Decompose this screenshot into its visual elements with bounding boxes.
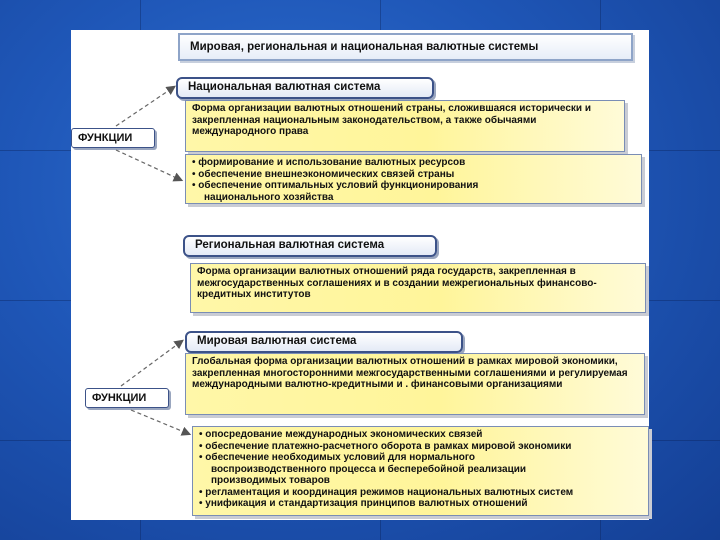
national-system-header: Национальная валютная система	[176, 77, 434, 99]
list-item: • обеспечение оптимальных условий функционирования	[192, 180, 479, 191]
regional-definition: Форма организации валютных отношений ряда государств, закрепленная в межгосударственных соглашениях и в создании межрегиональных финансово-кредитных институтов	[190, 263, 646, 313]
connector-arrows	[71, 30, 649, 520]
national-functions-label: ФУНКЦИИ	[71, 128, 155, 148]
list-item: • обеспечение платежно-расчетного оборота в рамках мировой экономики	[199, 440, 572, 452]
national-definition: Форма организации валютных отношений страны, сложившаяся исторически и закрепленная национальным законодательством, а также обычаями международного права	[185, 100, 625, 152]
list-item: • регламентация и координация режимов национальных валютных систем	[199, 486, 574, 498]
slide-title: Мировая, региональная и национальная валютные системы	[178, 33, 633, 61]
list-item: воспроизводственного процесса и бесперебойной реализации	[211, 463, 527, 475]
world-system-header: Мировая валютная система	[185, 331, 463, 353]
list-item: • обеспечение внешнеэкономических связей страны	[192, 168, 455, 180]
world-to-functions-arrow-up	[121, 341, 182, 386]
list-item: • опосредование международных экономических связей	[199, 429, 483, 440]
list-item: • унификация и стандартизация принципов валютных отношений	[199, 498, 528, 509]
world-to-functions-arrow-down	[131, 410, 189, 434]
list-item: национального хозяйства	[204, 191, 334, 203]
slide	[71, 30, 649, 520]
list-item: производимых товаров	[211, 475, 330, 486]
world-definition: Глобальная форма организации валютных отношений в рамках мировой экономики, закрепленная многосторонними межгосударственными соглашениями и регулируемая международными валютно-кредитными и . финансовыми организациями	[185, 353, 645, 415]
world-functions-label: ФУНКЦИИ	[85, 388, 169, 408]
national-to-functions-arrow-down	[116, 150, 181, 180]
national-to-functions-arrow-up	[116, 87, 174, 126]
list-item: • обеспечение необходимых условий для нормального	[199, 452, 475, 463]
list-item: • формирование и использование валютных ресурсов	[192, 157, 466, 168]
regional-system-header: Региональная валютная система	[183, 235, 437, 257]
